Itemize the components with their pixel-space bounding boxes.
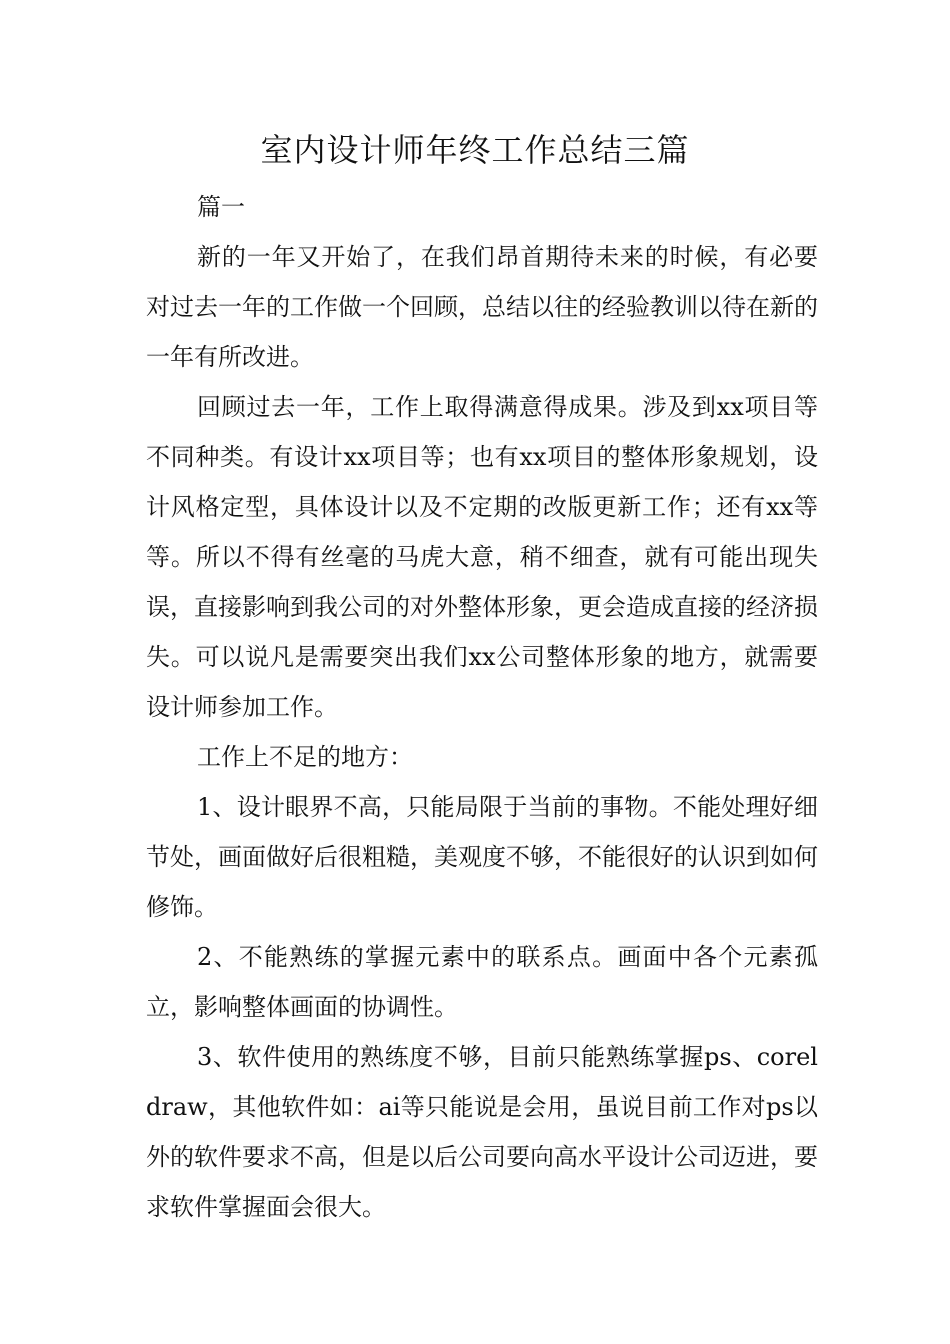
document-body — [146, 182, 818, 1232]
section-label: 篇一 — [197, 193, 245, 221]
paragraph-shortcoming-3: 3、软件使用的熟练度不够，目前只能熟练掌握ps、coreldraw，其他软件如：ai等只能说是会用，虽说目前工作对ps以外的软件要求不高，但是以后公司要向高水平设计公司迈进，要求软件掌握面会很大。 — [146, 1043, 818, 1221]
paragraph-shortcoming-2: 2、不能熟练的掌握元素中的联系点。画面中各个元素孤立，影响整体画面的协调性。 — [146, 943, 818, 1021]
paragraph-shortcoming-1: 1、设计眼界不高，只能局限于当前的事物。不能处理好细节处，画面做好后很粗糙，美观度不够，不能很好的认识到如何修饰。 — [146, 793, 818, 921]
document-title: 室内设计师年终工作总结三篇 — [260, 131, 690, 169]
paragraph-review: 回顾过去一年，工作上取得满意得成果。涉及到xx项目等不同种类。有设计xx项目等；也有xx项目的整体形象规划，设计风格定型，具体设计以及不定期的改版更新工作；还有xx等等。所以不得有丝毫的马虎大意，稍不细查，就有可能出现失误，直接影响到我公司的对外整体形象，更会造成直接的经济损失。可以说凡是需要突出我们xx公司整体形象的地方，就需要设计师参加工作。 — [146, 393, 818, 721]
paragraph-intro: 新的一年又开始了，在我们昂首期待未来的时候，有必要对过去一年的工作做一个回顾，总结以往的经验教训以待在新的一年有所改进。 — [146, 243, 818, 371]
paragraph-shortcomings-heading: 工作上不足的地方： — [197, 743, 413, 771]
